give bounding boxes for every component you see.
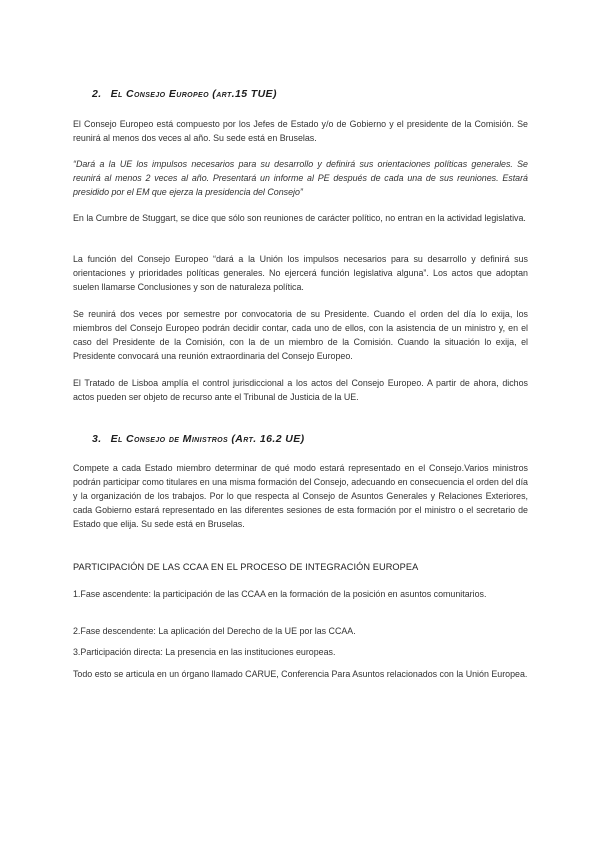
quote-paragraph: “Dará a la UE los impulsos necesarios para su desarrollo y definirá sus orientaciones políticas generales. Se reunirá al menos 2 veces al año. Presentará un informe al PE después de cada una de sus reuniones. Estará presidido por el EM que ejerza la presidencia del Consejo” xyxy=(73,159,528,197)
paragraph: Se reunirá dos veces por semestre por convocatoria de su Presidente. Cuando el orden del día lo exija, los miembros del Consejo Europeo podrán decidir contar, cada uno de ellos, con la asistencia de un ministro y, en el caso del Presidente de la Comisión, con la de un miembro de la Comisión. Cuando la situación lo exija, el Presidente convocará una reunión extraordinaria del Consejo Europeo. xyxy=(73,309,528,361)
section-3-number: 3. xyxy=(92,433,102,445)
paragraph: El Tratado de Lisboa amplía el control jurisdiccional a los actos del Consejo Europeo. A partir de ahora, dichos actos pueden ser objeto de recurso ante el Tribunal de Justicia de la UE. xyxy=(73,378,528,402)
list-item: 2.Fase descendente: La aplicación del Derecho de la UE por las CCAA. xyxy=(73,626,356,636)
section-2-heading xyxy=(92,88,277,100)
paragraph: Compete a cada Estado miembro determinar de qué modo estará representado en el Consejo.Varios ministros podrán participar como titulares en una misma formación del Consejo, adecuando en consecuencia el orden del día y la organización de los trabajos. Por lo que respecta al Consejo de Asuntos Generales y Relaciones Exteriores, cada Gobierno estará representado en las diferentes sesiones de esta formación por el ministro o el secretario de Estado que elija. Su sede está en Bruselas. xyxy=(73,463,528,529)
section-2-number: 2. xyxy=(92,88,102,100)
paragraph: El Consejo Europeo está compuesto por los Jefes de Estado y/o de Gobierno y el presidente de la Comisión. Se reunirá al menos dos veces al año. Su sede está en Bruselas. xyxy=(73,119,528,143)
list-item: 1.Fase ascendente: la participación de las CCAA en la formación de la posición en asuntos comunitarios. xyxy=(73,589,487,599)
section-3-heading xyxy=(92,433,305,445)
paragraph: La función del Consejo Europeo “dará a la Unión los impulsos necesarios para su desarrollo y definirá sus orientaciones y prioridades políticas generales. No ejercerá función legislativa alguna”. Los actos que adoptan suelen llamarse Conclusiones y son de naturaleza política. xyxy=(73,254,528,292)
list-item: 3.Participación directa: La presencia en las instituciones europeas. xyxy=(73,647,336,657)
paragraph: En la Cumbre de Stuggart, se dice que sólo son reuniones de carácter político, no entran en la actividad legislativa. xyxy=(73,213,526,223)
list-item: Todo esto se articula en un órgano llamado CARUE, Conferencia Para Asuntos relacionados con la Unión Europea. xyxy=(73,669,528,679)
ccaa-section-title: PARTICIPACIÓN DE LAS CCAA EN EL PROCESO DE INTEGRACIÓN EUROPEA xyxy=(73,562,419,572)
section-2-title: El Consejo Europeo (art.15 TUE) xyxy=(110,88,277,100)
section-3-title: El Consejo de Ministros (Art. 16.2 UE) xyxy=(110,433,305,445)
